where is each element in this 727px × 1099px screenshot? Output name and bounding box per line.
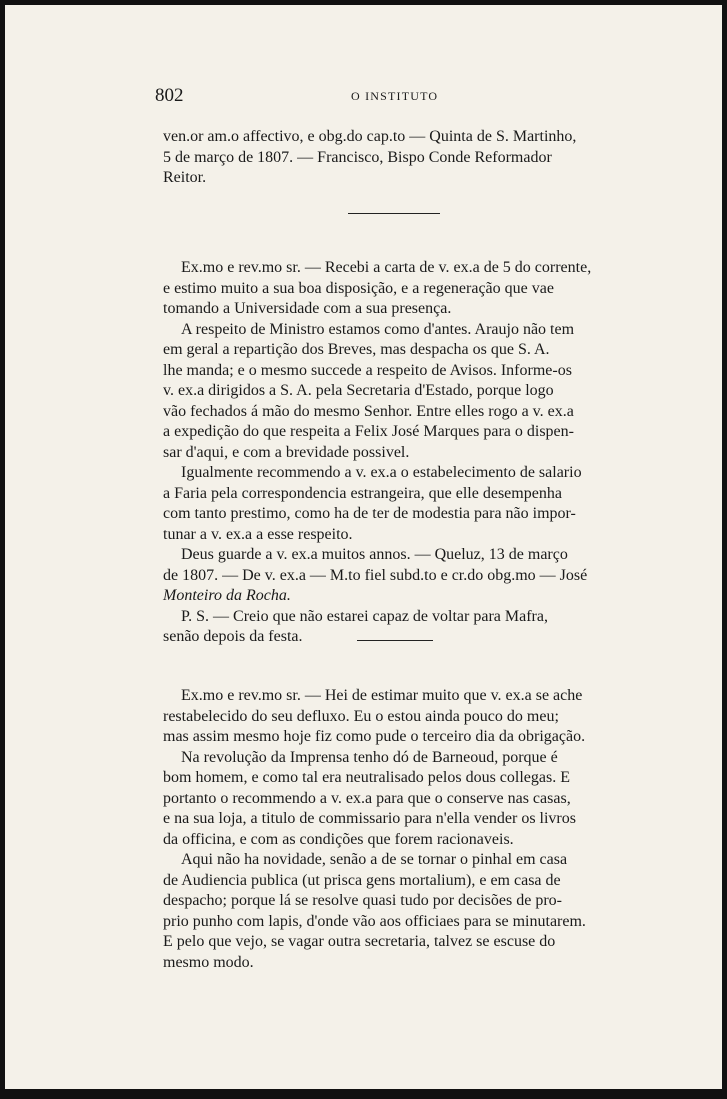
text-line: bom homem, e como tal era neutralisado pelos dous collegas. E — [163, 769, 570, 786]
text-line: lhe manda; e o mesmo succede a respeito de Avisos. Informe-os — [163, 361, 572, 379]
text-line: Ex.mo e rev.mo sr. — Hei de estimar muito que v. ex.a se ache — [181, 687, 583, 704]
text-line: da officina, e com as condições que forem racionaveis. — [163, 830, 514, 848]
letter-1 — [163, 127, 639, 189]
book-page — [5, 5, 722, 1089]
text-line: tunar a v. ex.a a esse respeito. — [163, 525, 353, 543]
postscript-line: senão depois da festa. — [163, 628, 303, 645]
text-line: restabelecido do seu defluxo. Eu o estou ainda pouco do meu; — [163, 707, 559, 725]
text-line: Igualmente recommendo a v. ex.a o estabelecimento de salario — [181, 464, 582, 481]
text-line: em geral a repartição dos Breves, mas despacha os que S. A. — [163, 341, 550, 358]
signature-line: Monteiro da Rocha. — [163, 587, 291, 604]
running-title: O INSTITUTO — [351, 89, 439, 103]
text-line: despacho; porque lá se resolve quasi tudo por decisões de pro- — [163, 892, 562, 909]
text-line: com tanto prestimo, como ha de ter de modestia para não impor- — [163, 505, 576, 522]
text-line: mesmo modo. — [163, 953, 254, 971]
text-line: sar d'aqui, e com a brevidade possivel. — [163, 443, 410, 461]
text-line: Deus guarde a v. ex.a muitos annos. — Queluz, 13 de março — [181, 546, 568, 563]
page-header — [155, 85, 641, 107]
postscript-line: P. S. — Creio que não estarei capaz de voltar para Mafra, — [181, 607, 548, 625]
text-line: a Faria pela correspondencia estrangeira, que elle desempenha — [163, 484, 562, 502]
text-line: A respeito de Ministro estamos como d'antes. Araujo não tem — [181, 320, 575, 338]
letter-3 — [163, 686, 639, 973]
text-line: v. ex.a dirigidos a S. A. pela Secretaria d'Estado, porque logo — [163, 382, 554, 399]
text-line: E pelo que vejo, se vagar outra secretaria, talvez se escuse do — [163, 933, 556, 950]
text-line: de Audiencia publica (ut prisca gens mortalium), e em casa de — [163, 871, 561, 889]
text-line: Na revolução da Imprensa tenho dó de Barneoud, porque é — [181, 748, 558, 766]
text-line: 5 de março de 1807. — Francisco, Bispo Conde Reformador — [163, 148, 552, 166]
text-line: de 1807. — De v. ex.a — M.to fiel subd.to e cr.do obg.mo — José — [163, 566, 588, 584]
text-line: prio punho com lapis, d'onde vão aos officiaes para se minutarem. — [163, 912, 586, 930]
section-divider — [357, 640, 433, 641]
text-line: Ex.mo e rev.mo sr. — Recebi a carta de v. ex.a de 5 do corrente, — [181, 259, 592, 276]
text-line: mas assim mesmo hoje fiz como pude o terceiro dia da obrigação. — [163, 728, 586, 745]
text-line: Aqui não ha novidade, senão a de se tornar o pinhal em casa — [181, 851, 568, 868]
text-line: vão fechados á mão do mesmo Senhor. Entre elles rogo a v. ex.a — [163, 402, 574, 420]
text-line: ven.or am.o affectivo, e obg.do cap.to — Quinta de S. Martinho, — [163, 128, 577, 145]
page-number: 802 — [155, 85, 184, 106]
section-divider — [348, 213, 440, 214]
text-line: a expedição do que respeita a Felix José Marques para o dispen- — [163, 423, 574, 440]
letter-2 — [163, 258, 639, 648]
text-line: e estimo muito a sua boa disposição, e a regeneração que vae — [163, 279, 554, 297]
text-line: portanto o recommendo a v. ex.a para que o conserve nas casas, — [163, 789, 571, 807]
text-line: e na sua loja, a titulo de commissario para n'ella vender os livros — [163, 810, 576, 827]
text-line: Reitor. — [163, 169, 207, 186]
text-line: tomando a Universidade com a sua presença. — [163, 300, 452, 317]
